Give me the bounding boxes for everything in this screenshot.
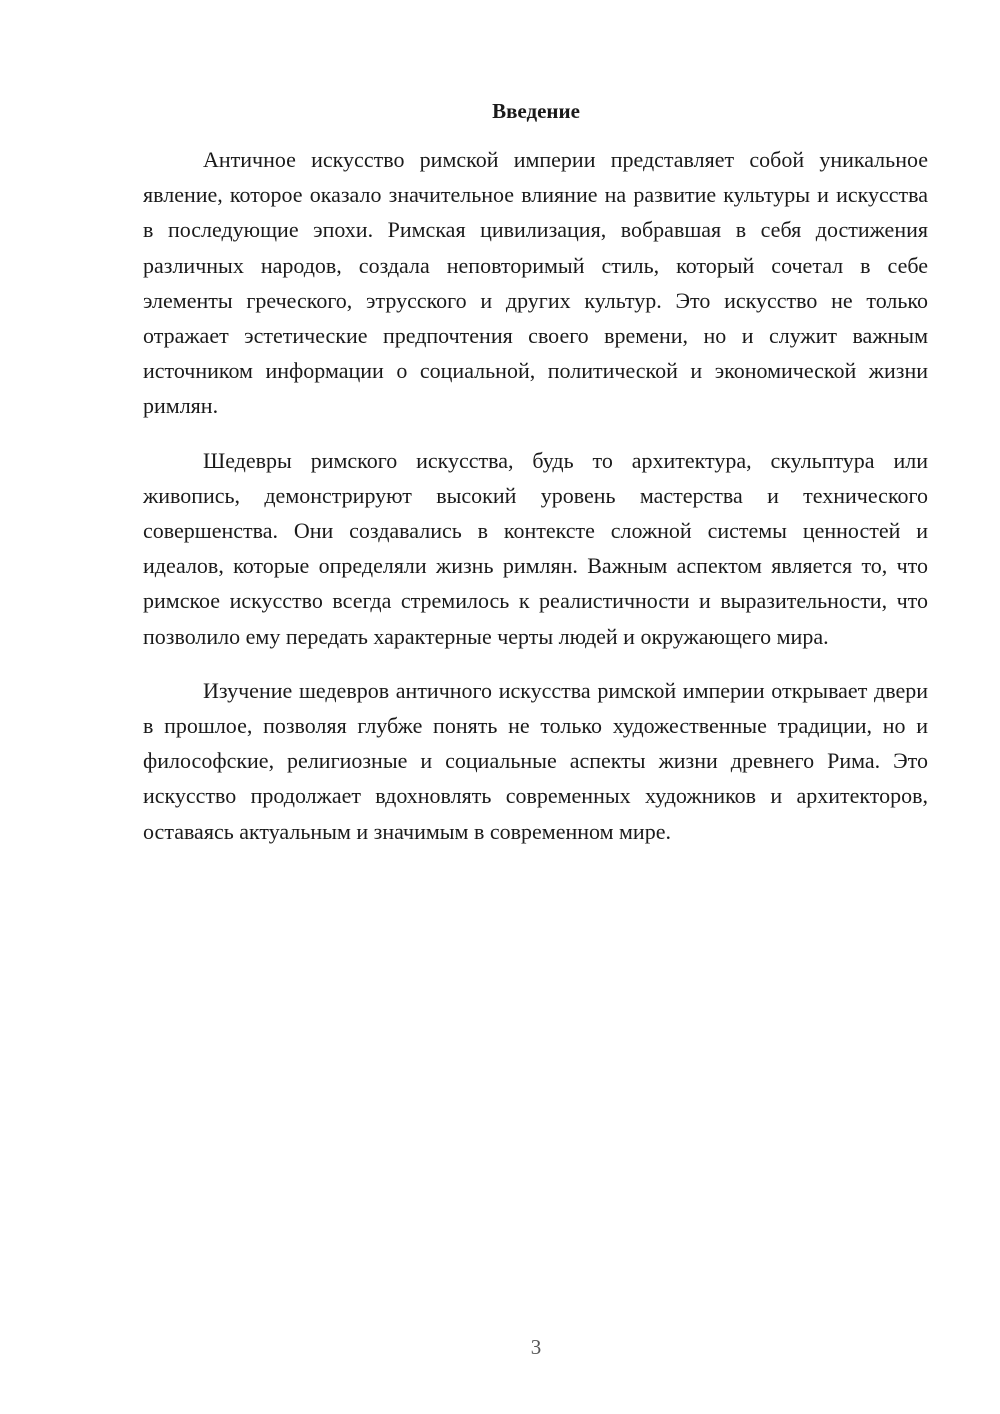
paragraph: Шедевры римского искусства, будь то архитектура, скульптура или живопись, демонстрируют высокий уровень мастерства и технического совершенства. Они создавались в контексте сложной системы ценностей и идеалов, которые определяли жизнь римлян. Важным аспектом является то, что римское искусство всегда стремилось к реалистичности и выразительности, что позволило ему передать характерные черты людей и окружающего мира. <box>143 447 928 649</box>
page-number: 3 <box>530 1335 542 1359</box>
paragraph: Изучение шедевров античного искусства римской империи открывает двери в прошлое, позволяя глубже понять не только художественные традиции, но и философские, религиозные и социальные аспекты жизни древнего Рима. Это искусство продолжает вдохновлять современных художников и архитекторов, оставаясь актуальным и значимым в современном мире. <box>143 677 928 844</box>
section-heading: Введение <box>492 99 580 123</box>
paragraph: Античное искусство римской империи представляет собой уникальное явление, которое оказало значительное влияние на развитие культуры и искусства в последующие эпохи. Римская цивилизация, вобравшая в себя достижения различных народов, создала неповторимый стиль, который сочетал в себе элементы греческого, этрусского и других культур. Это искусство не только отражает эстетические предпочтения своего времени, но и служит важным источником информации о социальной, политической и экономической жизни римлян. <box>143 147 928 419</box>
body-text <box>143 142 928 868</box>
